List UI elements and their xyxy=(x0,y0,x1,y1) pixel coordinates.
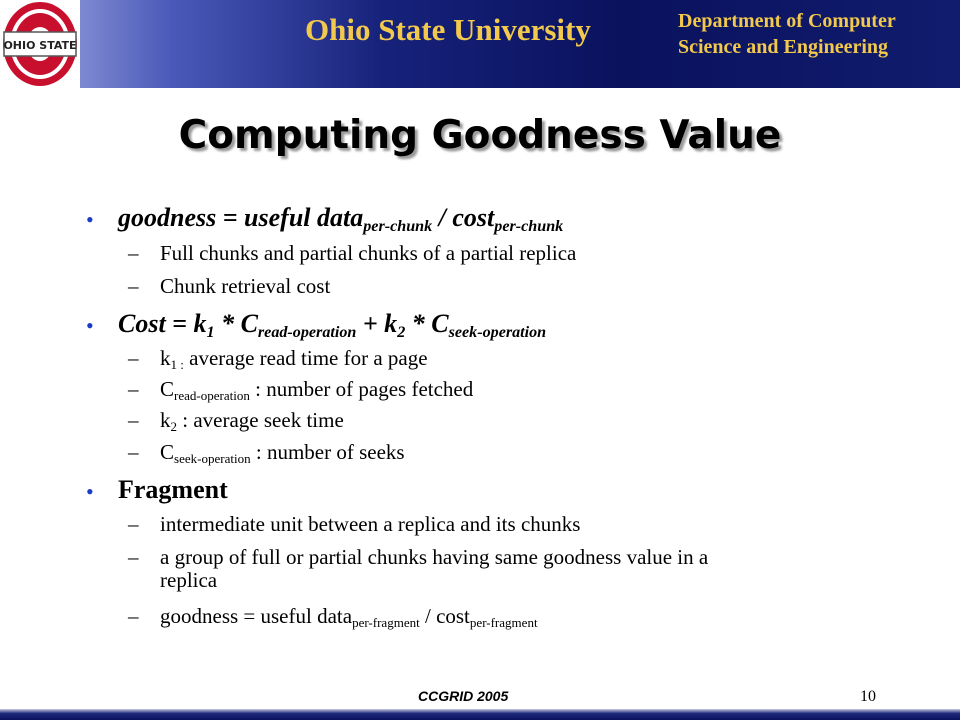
sub-item-retrieval-cost: Chunk retrieval cost xyxy=(160,274,331,298)
department-line-2: Science and Engineering xyxy=(678,36,889,58)
sub-bullet-dash: – xyxy=(128,604,139,628)
bullet-dot: • xyxy=(86,313,94,338)
department-line-1: Department of Computer xyxy=(678,10,896,32)
sub-bullet-dash: – xyxy=(128,512,139,536)
sub-item-c-read: $C_{read-operation}$ : number of pages fetched xyxy=(160,377,474,403)
sub-bullet-dash: – xyxy=(128,346,139,370)
page-number: 10 xyxy=(860,688,876,705)
block-o-logo-icon xyxy=(0,0,80,88)
university-name: Ohio State University xyxy=(305,12,591,47)
sub-bullet-dash: – xyxy=(128,241,139,265)
sub-bullet-dash: – xyxy=(128,408,139,432)
sub-item-intermediate-unit: intermediate unit between a replica and its chunks xyxy=(160,512,581,536)
slide-title: Computing Goodness Value xyxy=(178,113,782,158)
bullet-dot: • xyxy=(86,479,94,504)
footer-bar xyxy=(0,709,960,720)
sub-item-fragment-goodness: goodness = useful data$_{per-fragment}$ / cost$_{per-fragment}$ xyxy=(160,604,538,630)
logo-text: OHIO STATE xyxy=(3,39,77,52)
sub-item-k1: $k_{1 :}$ average read time for a page xyxy=(160,346,428,372)
bullet-cost-formula: Cost = $k_1 * C_{read-operation} + k_2 * C_{seek-operation}$ xyxy=(118,309,547,341)
sub-item-group-line2: replica xyxy=(160,568,218,592)
department-name xyxy=(678,8,896,60)
sub-bullet-dash: – xyxy=(128,545,139,569)
sub-item-c-seek: $C_{seek-operation}$ : number of seeks xyxy=(160,440,405,466)
header-banner xyxy=(0,0,960,88)
sub-bullet-dash: – xyxy=(128,440,139,464)
footer-conference: CCGRID 2005 xyxy=(418,688,509,704)
sub-item-full-chunks: Full chunks and partial chunks of a partial replica xyxy=(160,241,577,265)
sub-item-group-line1: a group of full or partial chunks having same goodness value in a xyxy=(160,545,709,569)
bullet-dot: • xyxy=(86,207,94,232)
sub-bullet-dash: – xyxy=(128,274,139,298)
sub-item-k2: $k_2$ : average seek time xyxy=(160,408,344,434)
bullet-fragment: Fragment xyxy=(118,475,228,504)
bullet-goodness-formula: goodness = useful data$_{per-chunk}$ / cost$_{per-chunk}$ xyxy=(118,203,564,235)
sub-bullet-dash: – xyxy=(128,377,139,401)
ohio-state-logo xyxy=(0,0,80,88)
